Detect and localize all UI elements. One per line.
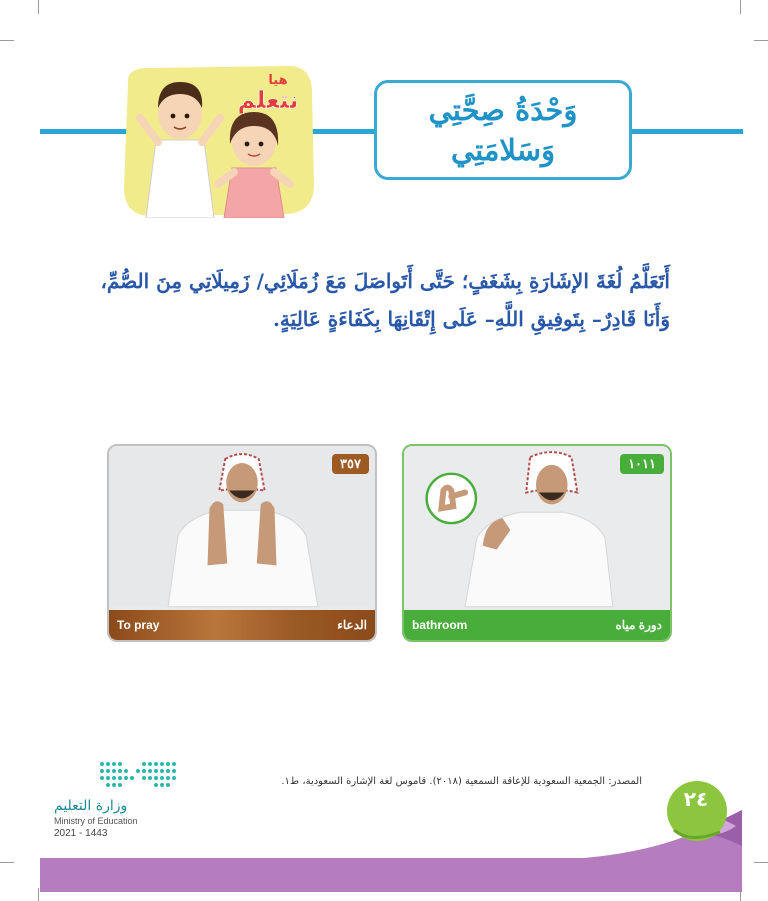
sign-card-to-pray	[107, 444, 377, 642]
crop-mark	[740, 0, 741, 14]
purple-band	[40, 810, 742, 892]
lets-learn-illustration	[118, 64, 316, 218]
source-note: المصدر: الجمعية السعودية للإعاقة السمعية (٢٠١٨). قاموس لغة الإشارة السعودية، ط١.	[281, 776, 642, 787]
lets-learn-main: نتعلم	[237, 86, 299, 114]
intro-paragraph	[50, 262, 670, 338]
crop-mark	[38, 0, 39, 14]
sign-number: ٣٥٧	[332, 454, 369, 474]
sign-label-english: bathroom	[412, 618, 468, 632]
intro-line-2: وَأَنَا قَادِرٌ– بِتَوفِيقِ اللَّهِ– عَلَى إِتْقَانِهَا بِكَفَاءَةٍ عَالِيَةٍ.	[272, 307, 670, 331]
unit-title-line-2: وَسَلامَتِي	[450, 133, 556, 167]
unit-title-box	[374, 80, 632, 180]
sign-label-english: To pray	[117, 618, 160, 632]
intro-line-1: أَتَعَلَّمُ لُغَةَ الإشَارَةِ بِشَغَفٍ؛ حَتَّى أَتَواصَلَ مَعَ زُمَلَائِي/ زَمِيلَاتِي مِنَ الصُّمِّ،	[100, 269, 670, 293]
sign-label-arabic: دورة مياه	[615, 618, 662, 632]
footer-decoration	[0, 776, 768, 901]
page-number: ٢٤	[683, 787, 709, 811]
sign-caption-bar	[109, 610, 375, 640]
crop-mark	[0, 40, 14, 41]
ministry-name-english: Ministry of Education	[54, 816, 138, 826]
sign-label-arabic: الدعاء	[337, 618, 367, 632]
unit-title-line-1: وَحْدَةُ صِحَّتِي	[428, 93, 578, 127]
ministry-year: 2021 - 1443	[54, 828, 108, 839]
sign-card-bathroom	[402, 444, 672, 642]
crop-mark	[754, 40, 768, 41]
ministry-name-arabic: وزارة التعليم	[54, 798, 128, 814]
sign-caption-bar	[404, 610, 670, 640]
sign-number: ١٠١١	[620, 454, 664, 474]
lets-learn-top: هيا	[268, 73, 288, 88]
